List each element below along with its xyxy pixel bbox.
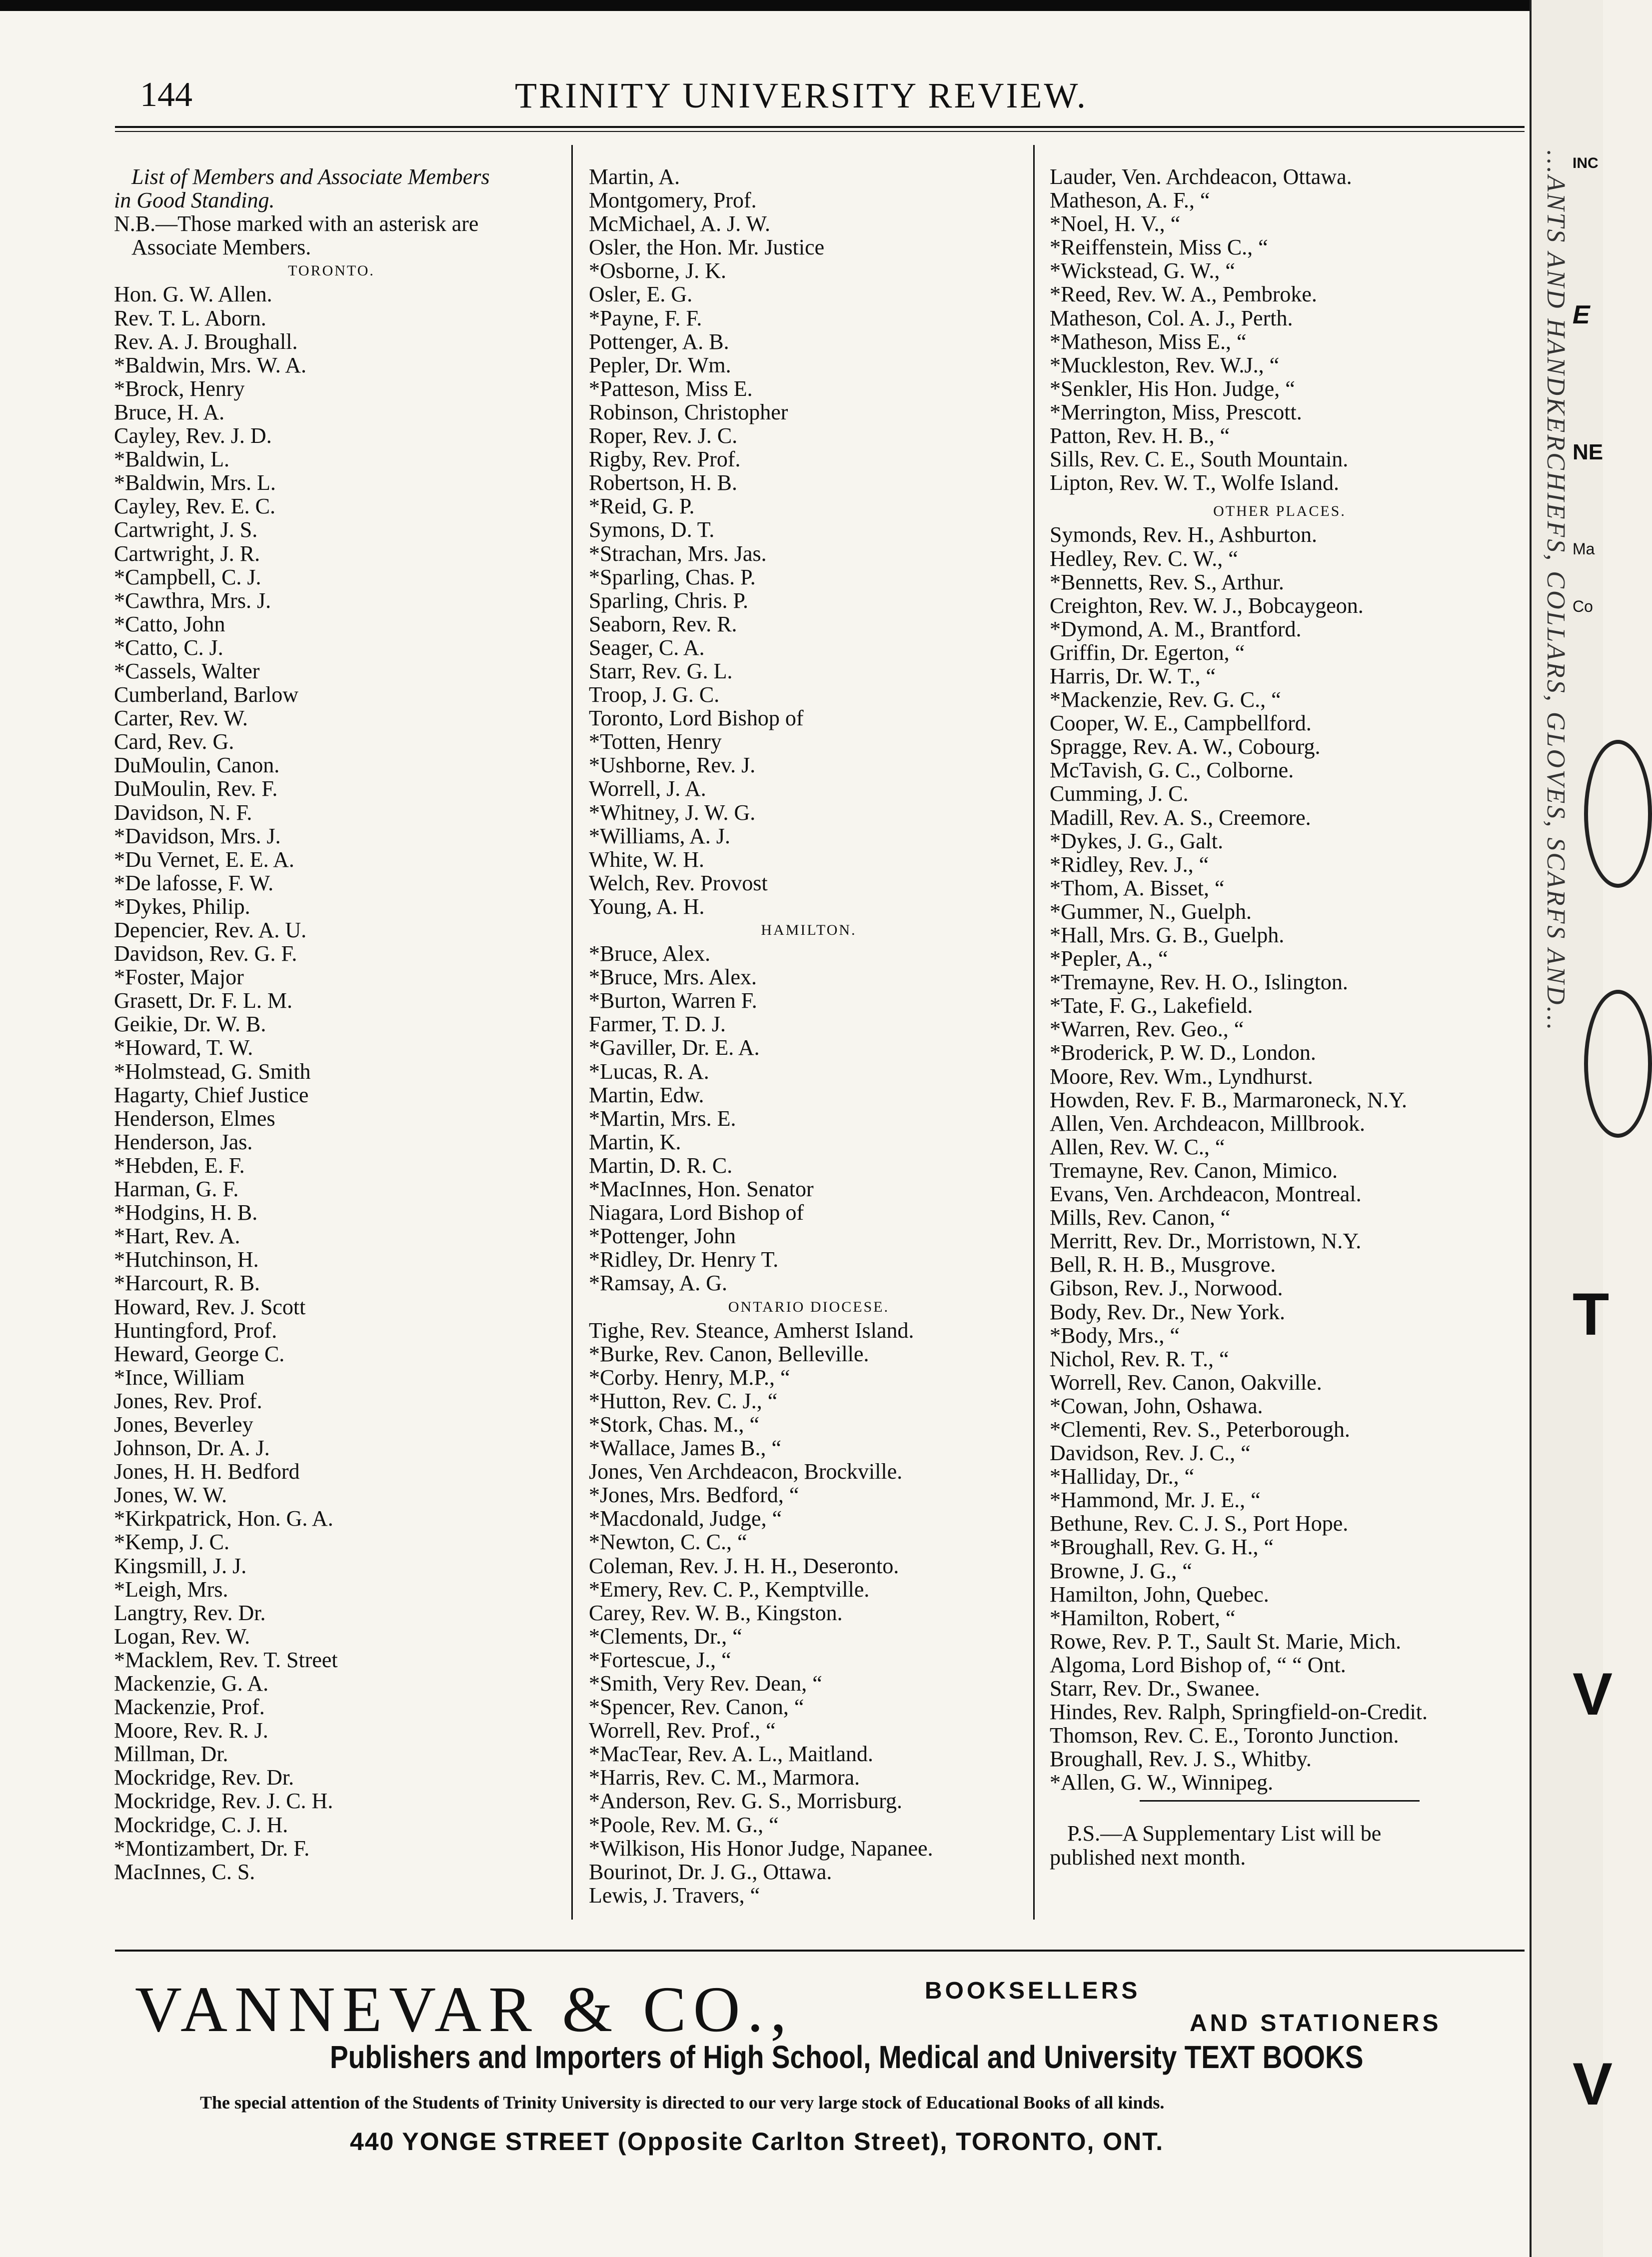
- member-entry: Worrell, J. A.: [589, 776, 706, 801]
- column-1: [114, 165, 549, 1884]
- margin-fragment: NE: [1573, 440, 1604, 464]
- member-entry: *Mackenzie, Rev. G. C., “: [1050, 687, 1281, 712]
- member-entry: Lipton, Rev. W. T., Wolfe Island.: [1050, 470, 1340, 495]
- member-entry: *Merrington, Miss, Prescott.: [1050, 399, 1302, 424]
- header-rule-thin: [115, 131, 1525, 132]
- member-entry: Madill, Rev. A. S., Creemore.: [1050, 805, 1311, 830]
- member-entry: Davidson, N. F.: [114, 800, 252, 825]
- member-entry: Allen, Ven. Archdeacon, Millbrook.: [1050, 1111, 1365, 1136]
- member-entry: Farmer, T. D. J.: [589, 1012, 726, 1037]
- column-divider-1: [571, 145, 573, 1920]
- member-entry: *Pepler, A., “: [1050, 946, 1168, 971]
- member-entry: Starr, Rev. G. L.: [589, 658, 733, 683]
- member-list-other: [1050, 523, 1510, 1794]
- member-entry: *Cawthra, Mrs. J.: [114, 588, 271, 613]
- member-entry: Hindes, Rev. Ralph, Springfield-on-Credit.: [1050, 1700, 1428, 1725]
- member-entry: Hamilton, John, Quebec.: [1050, 1582, 1269, 1607]
- member-entry: Hagarty, Chief Justice: [114, 1082, 309, 1107]
- member-entry: Griffin, Dr. Egerton, “: [1050, 640, 1245, 665]
- member-entry: *Burke, Rev. Canon, Belleville.: [589, 1341, 869, 1366]
- member-entry: Mockridge, C. J. H.: [114, 1812, 288, 1837]
- member-entry: Body, Rev. Dr., New York.: [1050, 1299, 1285, 1324]
- member-entry: *MacInnes, Hon. Senator: [589, 1177, 814, 1202]
- member-entry: Martin, K.: [589, 1129, 681, 1154]
- margin-fragment: Co: [1573, 597, 1593, 615]
- member-entry: *Campbell, C. J.: [114, 564, 261, 589]
- member-entry: *Wilkison, His Honor Judge, Napanee.: [589, 1836, 933, 1861]
- section-heading-toronto: TORONTO.: [288, 262, 375, 279]
- section-heading-other: OTHER PLACES.: [1213, 503, 1346, 520]
- member-entry: Rigby, Rev. Prof.: [589, 447, 741, 472]
- member-entry: *Montizambert, Dr. F.: [114, 1836, 310, 1861]
- member-entry: *Cowan, John, Oshawa.: [1050, 1393, 1263, 1418]
- member-entry: *Spencer, Rev. Canon, “: [589, 1695, 804, 1720]
- member-entry: *Hutton, Rev. C. J., “: [589, 1388, 778, 1413]
- member-entry: *Warren, Rev. Geo., “: [1050, 1017, 1244, 1042]
- member-entry: *Davidson, Mrs. J.: [114, 823, 281, 848]
- member-entry: *Tate, F. G., Lakefield.: [1050, 993, 1253, 1018]
- member-entry: Moore, Rev. R. J.: [114, 1718, 268, 1743]
- member-entry: *Baldwin, Mrs. L.: [114, 470, 276, 495]
- member-entry: Matheson, A. F., “: [1050, 188, 1210, 213]
- member-entry: *Martin, Mrs. E.: [589, 1106, 736, 1131]
- member-entry: *Ramsay, A. G.: [589, 1271, 728, 1296]
- member-entry: Kingsmill, J. J.: [114, 1553, 247, 1578]
- member-entry: Geikie, Dr. W. B.: [114, 1012, 266, 1037]
- member-entry: *Howard, T. W.: [114, 1035, 253, 1060]
- member-entry: *Broughall, Rev. G. H., “: [1050, 1535, 1274, 1560]
- member-entry: Jones, Ven Archdeacon, Brockville.: [589, 1459, 903, 1484]
- member-entry: Sills, Rev. C. E., South Mountain.: [1050, 447, 1349, 472]
- member-entry: *Foster, Major: [114, 965, 244, 990]
- member-entry: Toronto, Lord Bishop of: [589, 706, 804, 731]
- member-entry: Patton, Rev. H. B., “: [1050, 423, 1230, 448]
- member-entry: Rev. T. L. Aborn.: [114, 305, 266, 330]
- member-entry: *Bennetts, Rev. S., Arthur.: [1050, 569, 1284, 594]
- member-list-toronto-cont: [589, 165, 1029, 918]
- member-entry: Worrell, Rev. Prof., “: [589, 1718, 776, 1743]
- member-entry: Gibson, Rev. J., Norwood.: [1050, 1276, 1283, 1301]
- member-entry: *Hammond, Mr. J. E., “: [1050, 1488, 1261, 1513]
- member-entry: Howden, Rev. F. B., Marmaroneck, N.Y.: [1050, 1087, 1408, 1112]
- member-list-toronto: [114, 282, 549, 1883]
- member-entry: *Gaviller, Dr. E. A.: [589, 1035, 760, 1060]
- member-entry: Browne, J. G., “: [1050, 1558, 1192, 1583]
- member-entry: Henderson, Elmes: [114, 1106, 275, 1131]
- margin-fragment: V: [1573, 1661, 1613, 1728]
- member-entry: *Body, Mrs., “: [1050, 1323, 1180, 1348]
- margin-fragment: Ma: [1573, 540, 1595, 558]
- member-entry: *Payne, F. F.: [589, 305, 702, 330]
- member-entry: Jones, Beverley: [114, 1412, 253, 1437]
- member-entry: *Gummer, N., Guelph.: [1050, 899, 1252, 924]
- running-title: TRINITY UNIVERSITY REVIEW.: [515, 75, 1088, 115]
- member-entry: Mockridge, Rev. Dr.: [114, 1765, 294, 1790]
- member-entry: Cayley, Rev. J. D.: [114, 423, 272, 448]
- member-entry: *Pottenger, John: [589, 1224, 736, 1249]
- member-entry: *Hebden, E. F.: [114, 1153, 245, 1178]
- note-line: Associate Members.: [131, 235, 311, 260]
- member-entry: *Baldwin, L.: [114, 447, 229, 472]
- member-entry: Cumberland, Barlow: [114, 682, 299, 707]
- member-entry: Starr, Rev. Dr., Swanee.: [1050, 1676, 1260, 1701]
- member-entry: *Thom, A. Bisset, “: [1050, 875, 1225, 900]
- member-entry: *Broderick, P. W. D., London.: [1050, 1040, 1316, 1065]
- member-entry: *Dykes, J. G., Galt.: [1050, 828, 1224, 853]
- member-entry: *Holmstead, G. Smith: [114, 1059, 311, 1084]
- member-entry: *Brock, Henry: [114, 376, 245, 401]
- member-entry: *Poole, Rev. M. G., “: [589, 1812, 779, 1837]
- postscript-line: P.S.—A Supplementary List will be: [1067, 1821, 1382, 1846]
- member-entry: Pottenger, A. B.: [589, 329, 729, 354]
- member-entry: Montgomery, Prof.: [589, 188, 757, 213]
- page-number: 144: [140, 75, 192, 114]
- member-entry: *Reed, Rev. W. A., Pembroke.: [1050, 282, 1317, 307]
- member-entry: *Allen, G. W., Winnipeg.: [1050, 1770, 1274, 1795]
- member-entry: Martin, Edw.: [589, 1082, 704, 1107]
- seal-emblem: [1584, 740, 1652, 888]
- member-entry: *Patteson, Miss E.: [589, 376, 753, 401]
- member-entry: Cartwright, J. S.: [114, 517, 258, 542]
- member-entry: Cumming, J. C.: [1050, 781, 1189, 806]
- member-list-ontario-cont: [1050, 165, 1510, 494]
- member-entry: Cooper, W. E., Campbellford.: [1050, 711, 1312, 736]
- adjacent-page-strip: [1530, 0, 1613, 2257]
- member-entry: Martin, D. R. C.: [589, 1153, 733, 1178]
- member-entry: *Fortescue, J., “: [589, 1647, 731, 1672]
- advert-company-name: VANNEVAR & CO.,: [135, 1974, 794, 2046]
- member-entry: Harris, Dr. W. T., “: [1050, 663, 1216, 688]
- member-entry: *Dykes, Philip.: [114, 894, 250, 919]
- member-entry: Tighe, Rev. Steance, Amherst Island.: [589, 1318, 914, 1343]
- member-entry: *Senkler, His Hon. Judge, “: [1050, 376, 1295, 401]
- seal-emblem: [1584, 990, 1652, 1138]
- advert-tagline-2: AND STATIONERS: [1190, 2010, 1442, 2037]
- member-entry: *Corby. Henry, M.P., “: [589, 1365, 790, 1390]
- member-entry: White, W. H.: [589, 847, 704, 872]
- column-2: [589, 165, 1029, 1907]
- member-entry: Nichol, Rev. R. T., “: [1050, 1346, 1229, 1371]
- member-entry: *Smith, Very Rev. Dean, “: [589, 1671, 822, 1696]
- member-entry: *Whitney, J. W. G.: [589, 800, 756, 825]
- member-entry: Symonds, Rev. H., Ashburton.: [1050, 522, 1317, 547]
- member-entry: Rowe, Rev. P. T., Sault St. Marie, Mich.: [1050, 1629, 1402, 1654]
- member-entry: *MacTear, Rev. A. L., Maitland.: [589, 1742, 874, 1767]
- member-entry: *Hart, Rev. A.: [114, 1224, 240, 1249]
- member-entry: Cartwright, J. R.: [114, 541, 260, 566]
- member-entry: Harman, G. F.: [114, 1177, 239, 1202]
- member-entry: *Du Vernet, E. E. A.: [114, 847, 294, 872]
- member-entry: Merritt, Rev. Dr., Morristown, N.Y.: [1050, 1229, 1362, 1254]
- column-3: [1050, 165, 1510, 1869]
- member-entry: Pepler, Dr. Wm.: [589, 352, 731, 377]
- member-entry: *Emery, Rev. C. P., Kemptville.: [589, 1577, 870, 1602]
- member-entry: Lewis, J. Travers, “: [589, 1883, 760, 1908]
- member-entry: Spragge, Rev. A. W., Cobourg.: [1050, 734, 1321, 759]
- advert-tagline-1: BOOKSELLERS: [925, 1978, 1141, 2004]
- margin-fragment: T: [1573, 1281, 1610, 1348]
- member-entry: *Ince, William: [114, 1365, 245, 1390]
- member-entry: *Williams, A. J.: [589, 823, 731, 848]
- member-entry: Lauder, Ven. Archdeacon, Ottawa.: [1050, 164, 1352, 189]
- member-entry: *Ridley, Rev. J., “: [1050, 852, 1209, 877]
- member-entry: Davidson, Rev. J. C., “: [1050, 1441, 1251, 1466]
- member-entry: *Muckleston, Rev. W.J., “: [1050, 352, 1280, 377]
- member-entry: *Bruce, Alex.: [589, 941, 711, 966]
- member-entry: Logan, Rev. W.: [114, 1624, 250, 1649]
- member-entry: Cayley, Rev. E. C.: [114, 494, 276, 519]
- member-entry: Bell, R. H. B., Musgrove.: [1050, 1252, 1276, 1277]
- member-entry: Roper, Rev. J. C.: [589, 423, 738, 448]
- member-entry: Coleman, Rev. J. H. H., Deseronto.: [589, 1553, 899, 1578]
- member-entry: *Lucas, R. A.: [589, 1059, 709, 1084]
- member-entry: Jones, H. H. Bedford: [114, 1459, 300, 1484]
- postscript-line: published next month.: [1050, 1845, 1246, 1870]
- member-list-hamilton: [589, 942, 1029, 1295]
- advert-line-notice: The special attention of the Students of Trinity University is directed to our very large stock of Educational Books of all kinds.: [200, 2093, 1165, 2113]
- margin-fragment: INC: [1573, 155, 1599, 171]
- member-entry: Niagara, Lord Bishop of: [589, 1200, 804, 1225]
- member-entry: *Harris, Rev. C. M., Marmora.: [589, 1765, 860, 1790]
- member-entry: Heward, George C.: [114, 1341, 285, 1366]
- member-entry: Howard, Rev. J. Scott: [114, 1294, 306, 1319]
- member-entry: *Hutchinson, H.: [114, 1247, 259, 1272]
- member-entry: *Clementi, Rev. S., Peterborough.: [1050, 1417, 1350, 1442]
- member-entry: Seager, C. A.: [589, 635, 705, 660]
- member-entry: *Hamilton, Robert, “: [1050, 1605, 1236, 1630]
- member-entry: *Leigh, Mrs.: [114, 1577, 228, 1602]
- member-entry: Sparling, Chris. P.: [589, 588, 749, 613]
- page-header: [0, 75, 1530, 120]
- member-entry: Worrell, Rev. Canon, Oakville.: [1050, 1370, 1322, 1395]
- footer-rule: [115, 1950, 1525, 1952]
- column-divider-2: [1033, 145, 1035, 1920]
- member-entry: Troop, J. G. C.: [589, 682, 720, 707]
- member-entry: *Reiffenstein, Miss C., “: [1050, 235, 1268, 260]
- member-entry: Mackenzie, G. A.: [114, 1671, 269, 1696]
- member-entry: Osler, the Hon. Mr. Justice: [589, 235, 825, 260]
- member-entry: DuMoulin, Canon.: [114, 753, 280, 778]
- member-entry: *Catto, John: [114, 611, 225, 636]
- advert-line-publishers: Publishers and Importers of High School, Medical and University TEXT BOOKS: [330, 2039, 1364, 2075]
- member-entry: Davidson, Rev. G. F.: [114, 941, 297, 966]
- member-entry: Broughall, Rev. J. S., Whitby.: [1050, 1747, 1312, 1772]
- member-entry: *Bruce, Mrs. Alex.: [589, 965, 757, 990]
- member-entry: Young, A. H.: [589, 894, 705, 919]
- member-entry: Osler, E. G.: [589, 282, 693, 307]
- member-entry: *Dymond, A. M., Brantford.: [1050, 616, 1302, 641]
- member-entry: *Wallace, James B., “: [589, 1436, 781, 1461]
- member-entry: *Osborne, J. K.: [589, 258, 726, 283]
- member-entry: *Baldwin, Mrs. W. A.: [114, 352, 307, 377]
- member-entry: *Catto, C. J.: [114, 635, 223, 660]
- member-entry: *Ushborne, Rev. J.: [589, 753, 756, 778]
- member-entry: *Halliday, Dr., “: [1050, 1464, 1195, 1489]
- member-entry: Seaborn, Rev. R.: [589, 611, 737, 636]
- member-entry: Matheson, Col. A. J., Perth.: [1050, 305, 1293, 330]
- member-entry: McTavish, G. C., Colborne.: [1050, 758, 1294, 783]
- member-entry: Millman, Dr.: [114, 1742, 228, 1767]
- member-entry: *Newton, C. C., “: [589, 1530, 747, 1555]
- scan-top-edge: [0, 0, 1601, 11]
- member-entry: *Strachan, Mrs. Jas.: [589, 541, 767, 566]
- member-entry: Martin, A.: [589, 164, 680, 189]
- member-entry: Moore, Rev. Wm., Lyndhurst.: [1050, 1064, 1313, 1089]
- member-entry: *Ridley, Dr. Henry T.: [589, 1247, 779, 1272]
- member-entry: Henderson, Jas.: [114, 1129, 253, 1154]
- member-entry: *Cassels, Walter: [114, 658, 260, 683]
- vertical-advert-text: [1542, 150, 1572, 1950]
- member-entry: Depencier, Rev. A. U.: [114, 918, 307, 942]
- member-entry: Thomson, Rev. C. E., Toronto Junction.: [1050, 1723, 1399, 1748]
- member-entry: *Harcourt, R. B.: [114, 1271, 260, 1296]
- margin-fragment: E: [1573, 300, 1590, 329]
- member-entry: Mockridge, Rev. J. C. H.: [114, 1789, 333, 1814]
- member-entry: *Stork, Chas. M., “: [589, 1412, 759, 1437]
- member-entry: Evans, Ven. Archdeacon, Montreal.: [1050, 1182, 1362, 1207]
- member-entry: Mills, Rev. Canon, “: [1050, 1205, 1231, 1230]
- member-entry: *Reid, G. P.: [589, 494, 695, 519]
- member-entry: Allen, Rev. W. C., “: [1050, 1134, 1225, 1159]
- member-entry: *Sparling, Chas. P.: [589, 564, 756, 589]
- member-entry: Huntingford, Prof.: [114, 1318, 277, 1343]
- member-entry: Johnson, Dr. A. J.: [114, 1436, 270, 1461]
- member-entry: Card, Rev. G.: [114, 729, 234, 754]
- margin-fragment: V: [1573, 2051, 1613, 2118]
- member-entry: Jones, Rev. Prof.: [114, 1388, 262, 1413]
- member-entry: Tremayne, Rev. Canon, Mimico.: [1050, 1158, 1338, 1183]
- section-heading-ontario: ONTARIO DIOCESE.: [728, 1298, 890, 1315]
- member-entry: *Kemp, J. C.: [114, 1530, 229, 1555]
- member-entry: *Clements, Dr., “: [589, 1624, 742, 1649]
- member-entry: Hedley, Rev. C. W., “: [1050, 546, 1238, 571]
- member-entry: Bruce, H. A.: [114, 399, 225, 424]
- member-entry: Carey, Rev. W. B., Kingston.: [589, 1600, 843, 1625]
- member-entry: *Anderson, Rev. G. S., Morrisburg.: [589, 1789, 902, 1814]
- note-line: N.B.—Those marked with an asterisk are: [114, 211, 479, 236]
- member-entry: Grasett, Dr. F. L. M.: [114, 988, 293, 1013]
- closing-rule: [1140, 1800, 1420, 1802]
- member-entry: Rev. A. J. Broughall.: [114, 329, 298, 354]
- member-entry: Creighton, Rev. W. J., Bobcaygeon.: [1050, 593, 1364, 618]
- member-entry: Robinson, Christopher: [589, 399, 788, 424]
- member-entry: *Matheson, Miss E., “: [1050, 329, 1247, 354]
- member-entry: *Hall, Mrs. G. B., Guelph.: [1050, 923, 1285, 947]
- intro-line: List of Members and Associate Members: [131, 164, 490, 189]
- member-entry: Symons, D. T.: [589, 517, 715, 542]
- member-entry: *Totten, Henry: [589, 729, 722, 754]
- member-entry: *Kirkpatrick, Hon. G. A.: [114, 1506, 333, 1531]
- member-entry: *Noel, H. V., “: [1050, 211, 1181, 236]
- member-entry: McMichael, A. J. W.: [589, 211, 770, 236]
- member-entry: *Burton, Warren F.: [589, 988, 757, 1013]
- member-entry: *Jones, Mrs. Bedford, “: [589, 1483, 799, 1508]
- member-entry: Robertson, H. B.: [589, 470, 737, 495]
- member-entry: *Wickstead, G. W., “: [1050, 258, 1235, 283]
- member-entry: *De lafosse, F. W.: [114, 870, 274, 895]
- member-entry: Hon. G. W. Allen.: [114, 282, 272, 307]
- member-entry: Algoma, Lord Bishop of, “ “ Ont.: [1050, 1652, 1346, 1677]
- member-entry: Bethune, Rev. C. J. S., Port Hope.: [1050, 1511, 1349, 1536]
- member-entry: Jones, W. W.: [114, 1483, 227, 1508]
- member-entry: Langtry, Rev. Dr.: [114, 1600, 266, 1625]
- member-entry: Bourinot, Dr. J. G., Ottawa.: [589, 1859, 832, 1884]
- member-entry: Welch, Rev. Provost: [589, 870, 768, 895]
- member-entry: *Tremayne, Rev. H. O., Islington.: [1050, 970, 1348, 995]
- member-entry: DuMoulin, Rev. F.: [114, 776, 278, 801]
- member-entry: MacInnes, C. S.: [114, 1859, 255, 1884]
- intro-line: in Good Standing.: [114, 188, 275, 213]
- vertical-advert-label: ...ANTS AND HANDKERCHIEFS, COLLARS, GLOVES, SCARFS AND...: [1542, 150, 1570, 1032]
- member-entry: *Macklem, Rev. T. Street: [114, 1647, 338, 1672]
- member-list-ontario: [589, 1319, 1029, 1907]
- member-entry: *Hodgins, H. B.: [114, 1200, 258, 1225]
- advert-line-address: 440 YONGE STREET (Opposite Carlton Street), TORONTO, ONT.: [350, 2128, 1164, 2156]
- section-heading-hamilton: HAMILTON.: [761, 922, 857, 938]
- member-entry: Carter, Rev. W.: [114, 706, 248, 731]
- member-entry: *Macdonald, Judge, “: [589, 1506, 782, 1531]
- header-rule-thick: [115, 126, 1525, 128]
- member-entry: Mackenzie, Prof.: [114, 1695, 265, 1720]
